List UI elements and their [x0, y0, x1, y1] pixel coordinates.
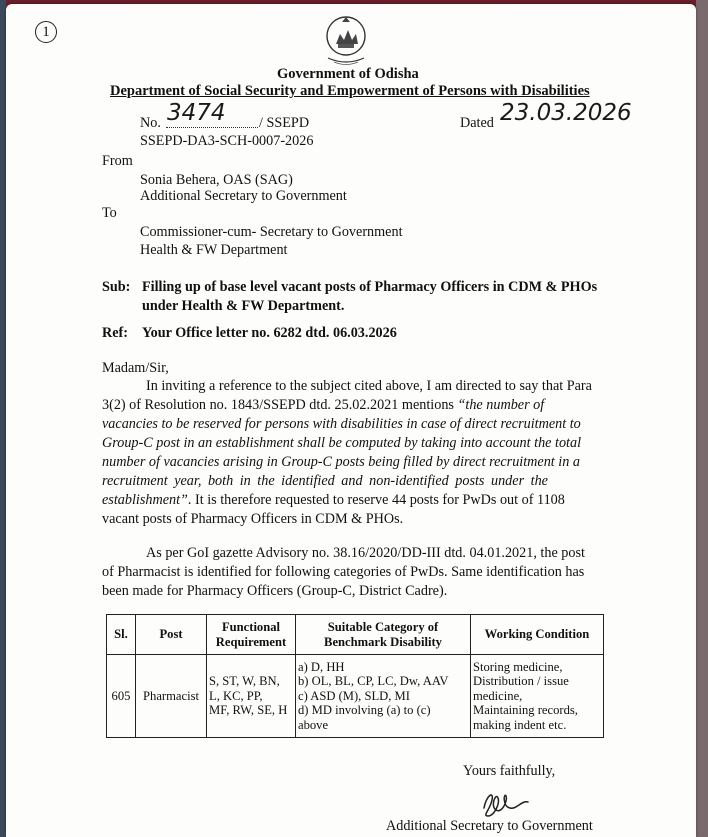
cell-sl: 605 — [107, 655, 136, 738]
file-number: SSEPD-DA3-SCH-0007-2026 — [140, 133, 314, 149]
para2-line-2: of Pharmacist is identified for following categories of PwDs. Same identification has — [102, 564, 585, 580]
subject-label: Sub: — [102, 279, 131, 295]
table-row — [107, 655, 604, 738]
cell-working-condition: Storing medicine, Distribution / issue medicine, Maintaining records, making indent etc. — [471, 655, 604, 738]
letter-no-handwritten: 3474 — [167, 100, 226, 126]
header-working-condition: Working Condition — [471, 615, 604, 655]
para1-line-1: In inviting a reference to the subject cited above, I am directed to say that Para — [146, 378, 592, 394]
sender-designation: Additional Secretary to Government — [140, 188, 347, 204]
header-benchmark-disability: Suitable Category of Benchmark Disability — [296, 615, 471, 655]
recipient-department: Health & FW Department — [140, 242, 288, 258]
para1-line-6: recruitment year, both in the identified and non-identified posts under the — [102, 473, 548, 489]
letter-page — [6, 4, 696, 837]
sender-name: Sonia Behera, OAS (SAG) — [140, 172, 293, 188]
from-label: From — [102, 153, 133, 169]
cell-functional-requirement: S, ST, W, BN, L, KC, PP, MF, RW, SE, H — [207, 655, 296, 738]
letter-no-label: No. — [140, 115, 161, 131]
subject-line-1: Filling up of base level vacant posts of Pharmacy Officers in CDM & PHOs — [142, 279, 598, 295]
background-right — [696, 0, 708, 837]
header-post: Post — [136, 615, 207, 655]
para1-line-4: Group-C post in an establishment shall be computed by taking into account the total — [102, 435, 582, 451]
para1-line-2: 3(2) of Resolution no. 1843/SSEPD dtd. 25.02.2021 mentions “the number of — [102, 397, 545, 413]
para2-line-3: been made for Pharmacy Officers (Group-C, District Cadre). — [102, 583, 448, 599]
letter-no-suffix: / SSEPD — [259, 115, 310, 131]
para1-line-5: number of vacancies arising in Group-C posts being filled by direct recruitment in a — [102, 454, 580, 470]
page-number-mark: 1 — [35, 21, 57, 43]
header-sl: Sl. — [107, 615, 136, 655]
para1-line-8: vacant posts of Pharmacy Officers in CDM & PHOs. — [102, 511, 404, 527]
date-handwritten: 23.03.2026 — [500, 100, 632, 126]
header-functional-requirement: Functional Requirement — [207, 615, 296, 655]
signatory-designation: Additional Secretary to Government — [386, 818, 593, 834]
para1-line-7: establishment”. It is therefore requested to reserve 44 posts for PwDs out of 1108 — [102, 492, 565, 508]
cell-benchmark-disability: a) D, HH b) OL, BL, CP, LC, Dw, AAV c) ASD (M), SLD, MI d) MD involving (a) to (c) above — [296, 655, 471, 738]
identification-table — [106, 614, 604, 738]
para1-line-3: vacancies to be reserved for persons with disabilities in case of direct recruitment to — [102, 416, 581, 432]
closing: Yours faithfully, — [463, 763, 556, 779]
reference-text: Your Office letter no. 6282 dtd. 06.03.2026 — [142, 325, 397, 341]
reference-label: Ref: — [102, 325, 128, 341]
salutation: Madam/Sir, — [102, 360, 169, 376]
government-heading: Government of Odisha — [277, 66, 419, 82]
dated-label: Dated — [460, 115, 494, 131]
table-header-row — [107, 615, 604, 655]
recipient-name: Commissioner-cum- Secretary to Government — [140, 224, 403, 240]
letter-no-rule — [166, 127, 258, 128]
to-label: To — [102, 205, 117, 221]
para2-line-1: As per GoI gazette Advisory no. 38.16/2020/DD-III dtd. 04.01.2021, the post — [146, 545, 585, 561]
state-emblem-icon — [324, 14, 368, 68]
cell-post: Pharmacist — [136, 655, 207, 738]
department-heading: Department of Social Security and Empowerment of Persons with Disabilities — [110, 83, 590, 99]
subject-line-2: under Health & FW Department. — [142, 298, 345, 314]
